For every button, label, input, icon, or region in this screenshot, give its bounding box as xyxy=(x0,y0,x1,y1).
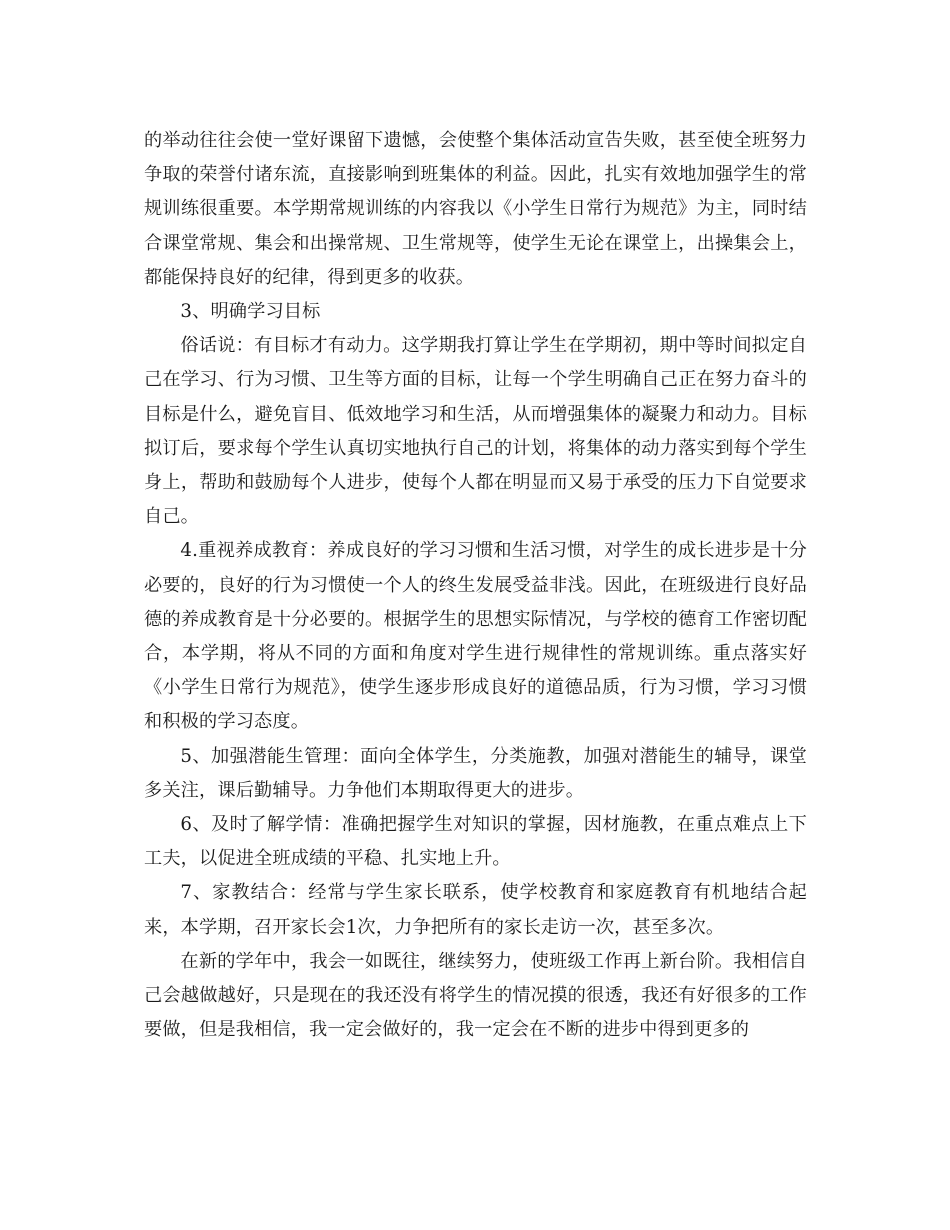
paragraph-new-year: 在新的学年中，我会一如既往，继续努力，使班级工作再上新台阶。我相信自己会越做越好，只是现在的我还没有将学生的情况摸的很透，我还有好很多的工作要做，但是我相信，我一定会做好的，我一定会在不断的进步中得到更多的 xyxy=(144,950,807,1041)
paragraph-habit-education: 4.重视养成教育：养成良好的学习习惯和生活习惯，对学生的成长进步是十分必要的，良好的行为习惯使一个人的终生发展受益非浅。因此，在班级进行良好品德的养成教育是十分必要的。根据学生的思想实际情况，与学校的德育工作密切配合，本学期，将从不同的方面和角度对学生进行规律性的常规训练。重点落实好《小学生日常行为规范》，使学生逐步形成良好的道德品质，行为习惯，学习习惯和积极的学习态度。 xyxy=(144,540,807,733)
paragraph-learning-goals: 俗话说：有目标才有动力。这学期我打算让学生在学期初，期中等时间拟定自己在学习、行为习惯、卫生等方面的目标，让每一个学生明确自己正在努力奋斗的目标是什么，避免盲目、低效地学习和生活，从而增强集体的凝聚力和动力。目标拟订后，要求每个学生认真切实地执行自己的计划，将集体的动力落实到每个学生身上，帮助和鼓励每个人进步，使每个人都在明显而又易于承受的压力下自觉要求自己。 xyxy=(144,335,807,528)
paragraph-home-school: 7、家教结合：经常与学生家长联系，使学校教育和家庭教育有机地结合起来，本学期，召开家长会1次，力争把所有的家长走访一次，甚至多次。 xyxy=(144,882,807,938)
heading-3-learning-goals: 3、明确学习目标 xyxy=(180,301,321,323)
paragraph-potential-students: 5、加强潜能生管理：面向全体学生，分类施教，加强对潜能生的辅导，课堂多关注，课后勤辅导。力争他们本期取得更大的进步。 xyxy=(144,745,807,801)
document-body xyxy=(144,124,807,1047)
paragraph-continuation: 的举动往往会使一堂好课留下遗憾，会使整个集体活动宣告失败，甚至使全班努力争取的荣誉付诸东流，直接影响到班集体的利益。因此，扎实有效地加强学生的常规训练很重要。本学期常规训练的内容我以《小学生日常行为规范》为主，同时结合课堂常规、集会和出操常规、卫生常规等，使学生无论在课堂上，出操集会上，都能保持良好的纪律，得到更多的收获。 xyxy=(144,130,807,288)
paragraph-learning-situation: 6、及时了解学情：准确把握学生对知识的掌握，因材施教，在重点难点上下工夫，以促进全班成绩的平稳、扎实地上升。 xyxy=(144,814,807,870)
